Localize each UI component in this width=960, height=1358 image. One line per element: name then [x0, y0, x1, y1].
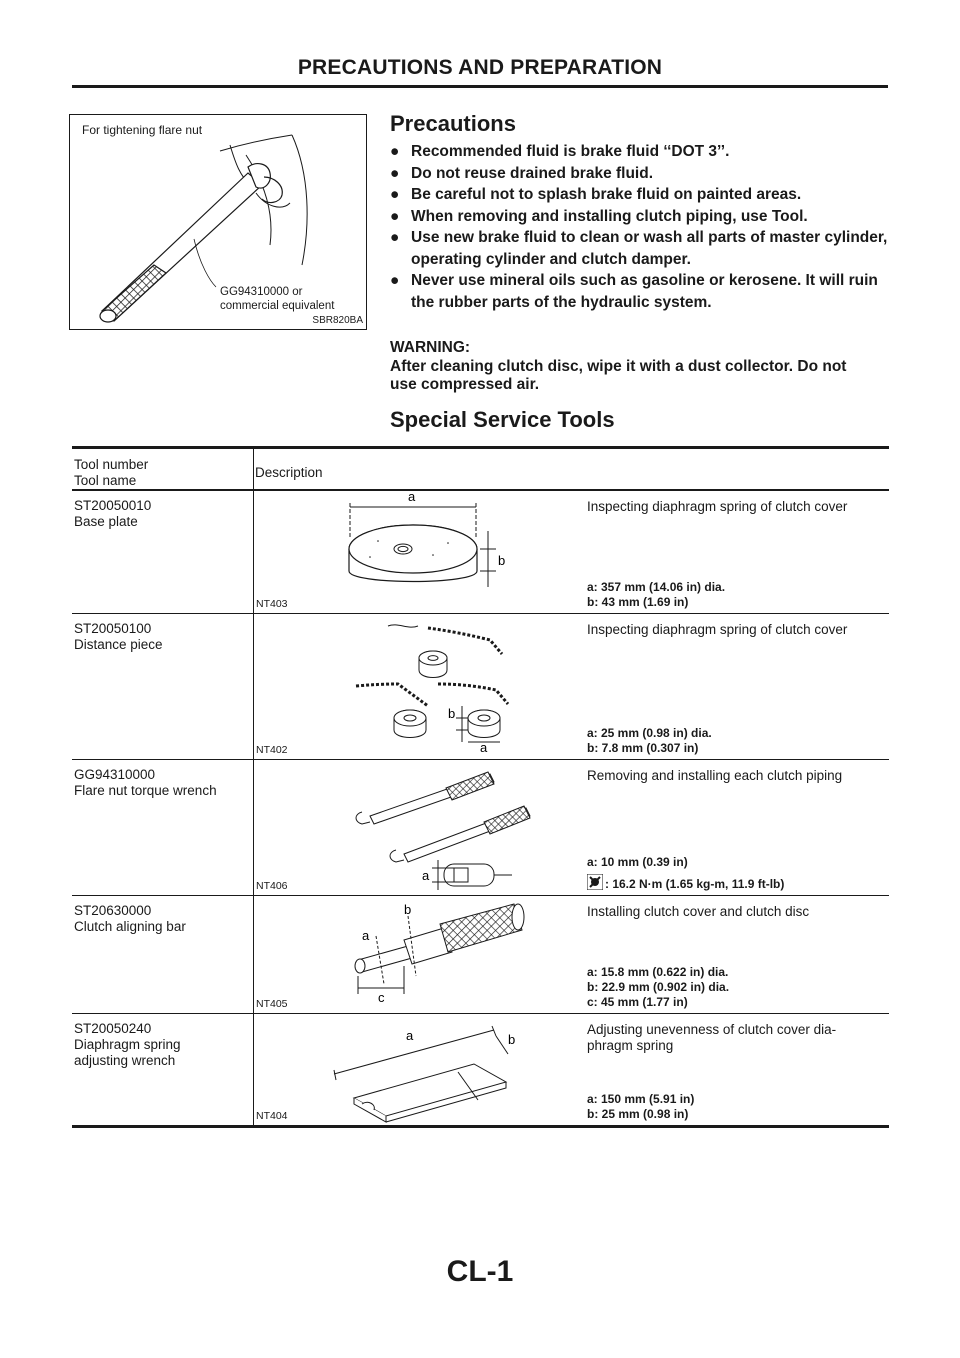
page-header-title: PRECAUTIONS AND PREPARATION	[297, 56, 663, 79]
warning-label: WARNING:	[390, 339, 471, 356]
list-item: ● Use new brake fluid to clean or wash all parts of master cylinder, operating cylinder and clutch damper.	[390, 229, 888, 268]
tool-dimensions: a: 150 mm (5.91 in) b: 25 mm (0.98 in)	[587, 1092, 695, 1121]
adjusting-wrench-drawing	[258, 1014, 578, 1126]
table-header-row	[72, 446, 889, 491]
tool-id-cell: ST20050010 Base plate	[74, 498, 152, 529]
bullet-icon: ●	[390, 186, 400, 203]
tool-description: Adjusting unevenness of clutch cover dia- phragm spring	[587, 1022, 837, 1053]
list-item: ● Recommended fluid is brake fluid ‘‘DOT 3’’.	[390, 141, 890, 163]
header-description: Description	[255, 465, 323, 480]
table-row	[72, 760, 889, 896]
bullet-icon: ●	[390, 207, 400, 225]
warning-text-line2: use compressed air.	[390, 376, 540, 393]
figure-callout: GG94310000 or commercial equivalent	[220, 286, 335, 312]
dim-label-b: b	[404, 902, 412, 917]
tool-id-cell: GG94310000 Flare nut torque wrench	[74, 767, 217, 798]
list-item: ● Do not reuse drained brake fluid.	[390, 163, 890, 185]
dim-label-b: b	[448, 706, 456, 721]
table-row	[72, 896, 889, 1014]
tool-dimensions: a: 357 mm (14.06 in) dia. b: 43 mm (1.69 in)	[587, 580, 726, 609]
torque-spec: : 16.2 N·m (1.65 kg-m, 11.9 ft-lb)	[605, 877, 785, 891]
table-row	[72, 614, 889, 760]
figure-code: NT404	[256, 1110, 288, 1122]
dim-label-a: a	[480, 740, 488, 754]
tool-description: Inspecting diaphragm spring of clutch cover	[587, 622, 848, 637]
aligning-bar-drawing	[258, 896, 578, 1012]
tool-dimensions: a: 25 mm (0.98 in) dia. b: 7.8 mm (0.307 in)	[587, 726, 712, 755]
tool-description: Inspecting diaphragm spring of clutch cover	[587, 499, 848, 514]
bullet-icon: ●	[390, 229, 400, 246]
dim-label-a: a	[408, 491, 416, 504]
header-tool-cell: Tool number Tool name	[74, 457, 149, 488]
base-plate-drawing	[258, 491, 578, 611]
tool-id-cell: ST20050240 Diaphragm spring adjusting wrench	[74, 1021, 181, 1068]
dim-label-b: b	[508, 1032, 516, 1047]
table-row	[72, 1014, 889, 1128]
dim-label-c: c	[378, 990, 385, 1005]
tool-description: Installing clutch cover and clutch disc	[587, 904, 810, 919]
torque-wrench-icon	[587, 874, 603, 890]
list-item: ● When removing and installing clutch piping, use Tool.	[390, 206, 890, 228]
figure-code: NT403	[256, 598, 288, 610]
warning-text-line1: After cleaning clutch disc, wipe it with a dust collector. Do not	[390, 357, 847, 375]
dim-label-b: b	[498, 553, 506, 568]
bullet-icon: ●	[390, 164, 400, 182]
precautions-heading: Precautions	[390, 111, 516, 136]
tool-dimensions: a: 15.8 mm (0.622 in) dia. b: 22.9 mm (0.902 in) dia. c: 45 mm (1.77 in)	[587, 965, 730, 1009]
figure-code: NT406	[256, 880, 288, 892]
torque-wrench-drawing	[258, 760, 578, 894]
header-rule	[72, 85, 888, 88]
flare-nut-figure	[69, 114, 367, 330]
table-row	[72, 491, 889, 614]
list-item: ● Never use mineral oils such as gasoline or kerosene. It will ruin the rubber parts of the hydraulic system.	[390, 272, 878, 311]
figure-code: NT402	[256, 744, 288, 756]
warning-block	[390, 339, 890, 395]
bullet-icon: ●	[390, 143, 400, 160]
figure-caption: For tightening flare nut	[82, 123, 203, 137]
list-item: ● Be careful not to splash brake fluid on painted areas.	[390, 184, 890, 206]
tool-dimensions: a: 10 mm (0.39 in) : 16.2 N·m (1.65 kg-m, 11.9 ft-lb)	[587, 855, 785, 891]
tool-id-cell: ST20630000 Clutch aligning bar	[74, 903, 186, 934]
tool-description: Removing and installing each clutch piping	[587, 768, 843, 783]
tool-id-cell: ST20050100 Distance piece	[74, 621, 163, 652]
distance-piece-drawing	[258, 614, 578, 754]
dim-label-a: a	[406, 1028, 414, 1043]
precautions-list	[390, 141, 890, 313]
figure-code: SBR820BA	[312, 315, 363, 326]
page-code: CL-1	[446, 1255, 514, 1288]
bullet-icon: ●	[390, 272, 400, 289]
dim-label-a: a	[422, 868, 430, 883]
dim-label-a: a	[362, 928, 370, 943]
figure-code: NT405	[256, 998, 288, 1010]
special-tools-table	[72, 446, 889, 1128]
special-tools-heading: Special Service Tools	[390, 407, 615, 432]
